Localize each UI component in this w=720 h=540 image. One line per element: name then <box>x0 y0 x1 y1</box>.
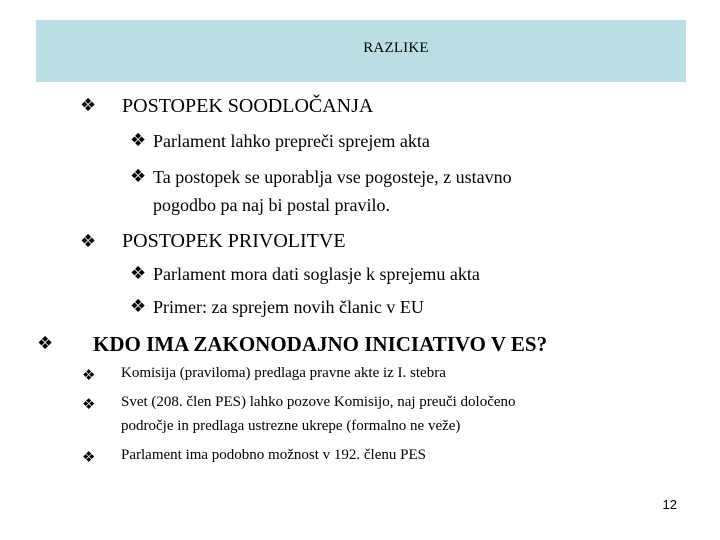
bullet-icon: ❖ <box>82 366 96 384</box>
heading-postopek-privolitve: POSTOPEK PRIVOLITVE <box>122 230 346 252</box>
page-title: RAZLIKE <box>363 40 429 56</box>
list-item: Primer: za sprejem novih članic v EU <box>153 297 424 317</box>
list-item: Parlament ima podobno možnost v 192. členu PES <box>121 447 426 463</box>
bullet-icon: ❖ <box>82 448 96 466</box>
title-bar <box>36 20 686 82</box>
bullet-icon: ❖ <box>37 333 54 354</box>
heading-postopek-soodlocanja: POSTOPEK SOODLOČANJA <box>122 95 374 117</box>
bullet-icon: ❖ <box>80 231 97 252</box>
bullet-icon: ❖ <box>130 263 147 284</box>
bullet-icon: ❖ <box>80 95 97 116</box>
list-item: Svet (208. člen PES) lahko pozove Komisijo, naj preuči določeno <box>121 394 516 410</box>
list-item: Ta postopek se uporablja vse pogosteje, z ustavno <box>153 167 512 187</box>
list-item: Parlament mora dati soglasje k sprejemu akta <box>153 264 480 284</box>
bullet-icon: ❖ <box>130 296 147 317</box>
page-number: 12 <box>662 497 677 512</box>
list-item-continuation: pogodbo pa naj bi postal pravilo. <box>153 195 390 215</box>
list-item: Parlament lahko prepreči sprejem akta <box>153 131 430 151</box>
heading-zakonodajna-iniciativa: KDO IMA ZAKONODAJNO INICIATIVO V ES? <box>93 332 548 356</box>
list-item-continuation: področje in predlaga ustrezne ukrepe (formalno ne veže) <box>121 418 461 434</box>
list-item: Komisija (praviloma) predlaga pravne akte iz I. stebra <box>121 365 446 381</box>
bullet-icon: ❖ <box>130 130 147 151</box>
bullet-icon: ❖ <box>130 166 147 187</box>
bullet-icon: ❖ <box>82 395 96 413</box>
